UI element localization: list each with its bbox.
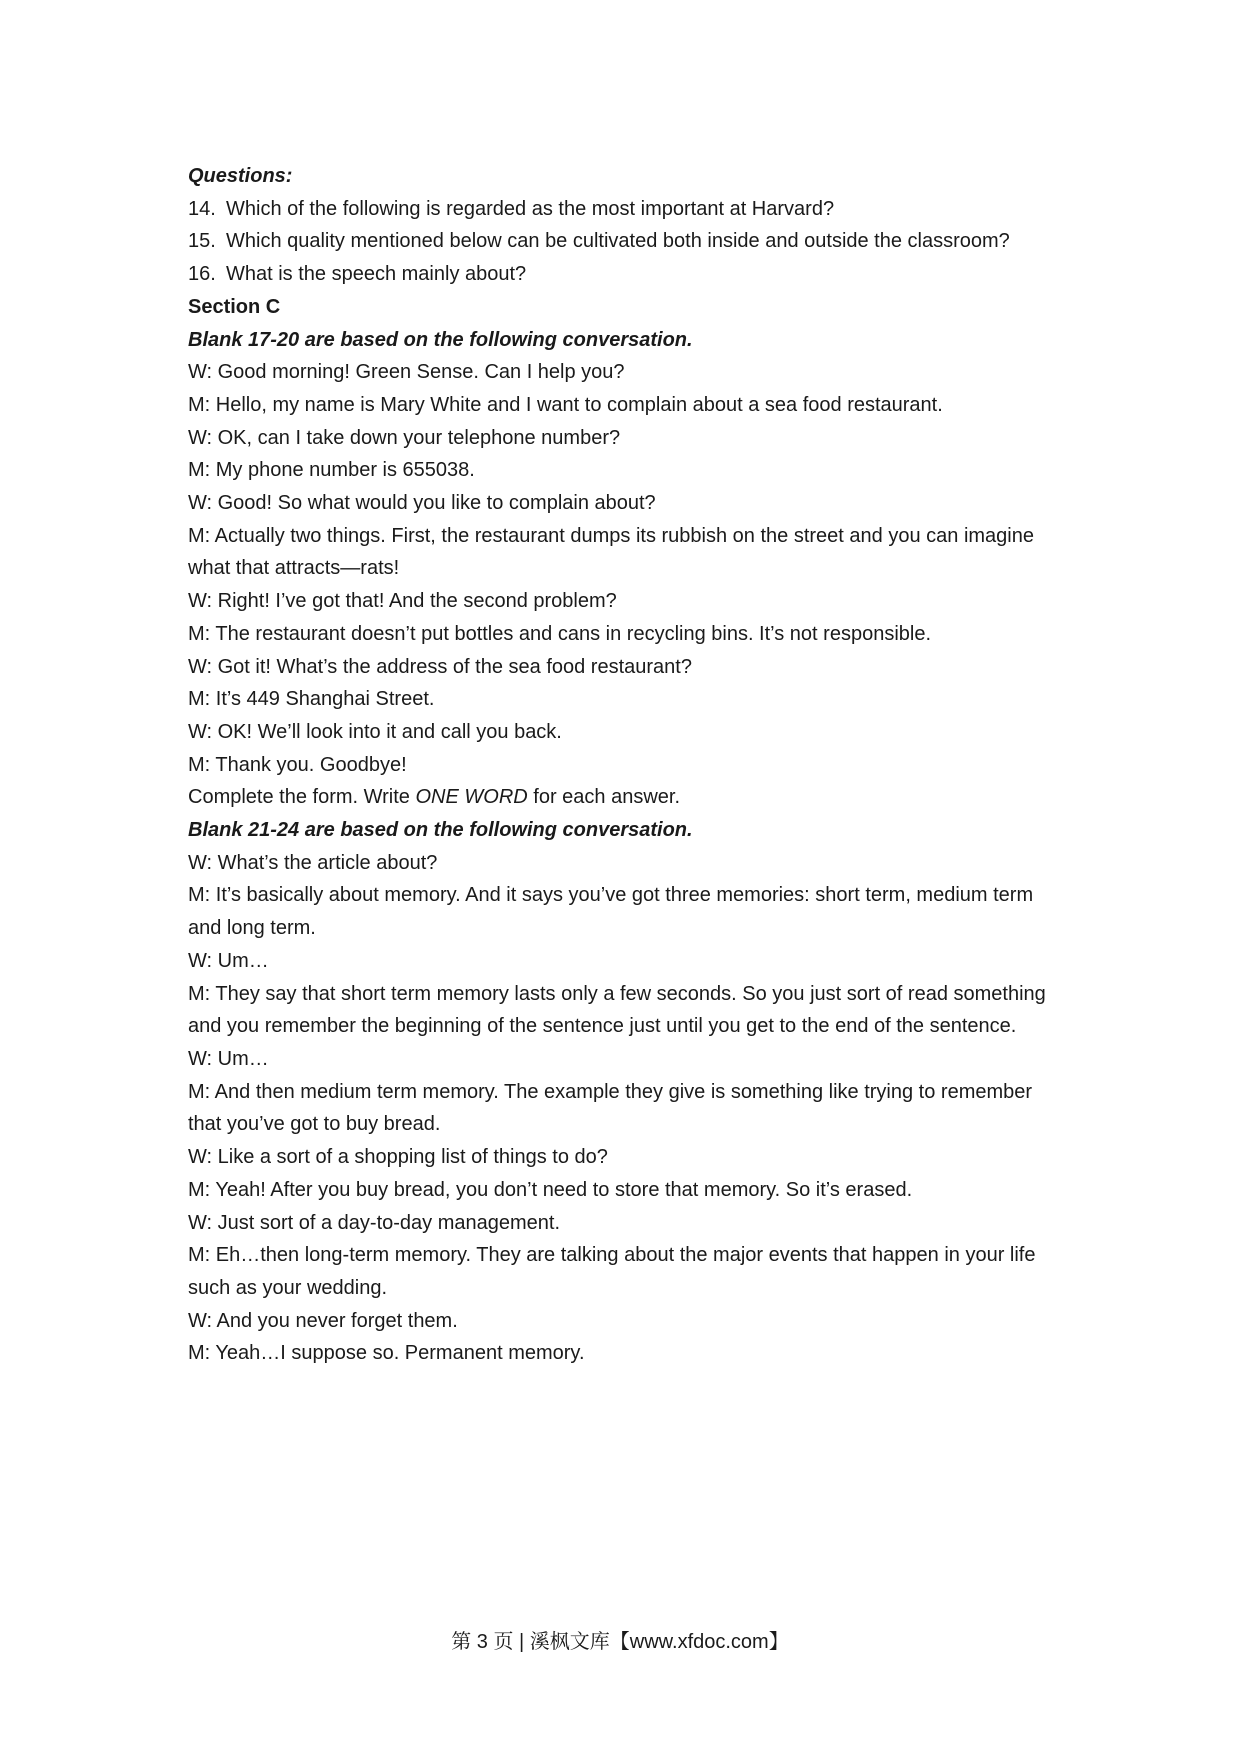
section-heading: Section C	[188, 295, 281, 318]
form-instruction	[188, 781, 1068, 814]
dialogue-line: W: OK, can I take down your telephone number?	[188, 426, 621, 449]
dialogue-line: W: Um…	[188, 1047, 269, 1070]
dialogue-line: W: OK! We’ll look into it and call you back.	[188, 720, 562, 743]
question-number: 15.	[188, 230, 216, 253]
dialogue-line: M: Hello, my name is Mary White and I want to complain about a sea food restaurant.	[188, 393, 943, 416]
dialogue-line: W: And you never forget them.	[188, 1309, 458, 1332]
dialogue-line: M: Actually two things. First, the restaurant dumps its rubbish on the street and you can imagine what that attracts—rats!	[188, 524, 1034, 580]
questions-heading: Questions:	[188, 165, 293, 187]
question-text: Which of the following is regarded as the most important at Harvard?	[226, 197, 835, 220]
dialogue-line: M: Yeah…I suppose so. Permanent memory.	[188, 1342, 585, 1365]
dialogue-line: W: Right! I’ve got that! And the second problem?	[188, 590, 617, 613]
dialogue-line: M: Eh…then long-term memory. They are talking about the major events that happen in your life such as your wedding.	[188, 1244, 1036, 1299]
question-item	[188, 193, 1068, 226]
dialogue-line: W: Like a sort of a shopping list of things to do?	[188, 1146, 608, 1169]
conversation-1-heading: Blank 17-20 are based on the following conversation.	[188, 328, 693, 351]
dialogue-line: W: Just sort of a day-to-day management.	[188, 1211, 561, 1234]
dialogue-line: W: Good morning! Green Sense. Can I help you?	[188, 361, 625, 384]
dialogue-line: W: Um…	[188, 949, 269, 972]
question-item	[188, 258, 1068, 291]
dialogue-line: M: The restaurant doesn’t put bottles and cans in recycling bins. It’s not responsible.	[188, 622, 932, 645]
dialogue-line: M: Yeah! After you buy bread, you don’t need to store that memory. So it’s erased.	[188, 1178, 913, 1201]
dialogue-line: M: It’s basically about memory. And it says you’ve got three memories: short term, medium term and long term.	[188, 884, 1034, 940]
instruction-text: Complete the form. Write	[188, 786, 416, 809]
document-body	[188, 160, 1068, 1370]
dialogue-line: W: What’s the article about?	[188, 851, 438, 874]
instruction-text: for each answer.	[527, 786, 681, 809]
conversation-2-heading: Blank 21-24 are based on the following conversation.	[188, 819, 693, 842]
page-footer: 第 3 页 | 溪枫文库【www.xfdoc.com】	[451, 1631, 789, 1653]
dialogue-line: M: And then medium term memory. The example they give is something like trying to remember that you’ve got to buy bread.	[188, 1080, 1033, 1136]
question-text: Which quality mentioned below can be cultivated both inside and outside the classroom?	[226, 230, 1010, 253]
dialogue-line: M: My phone number is 655038.	[188, 459, 475, 482]
dialogue-line: W: Got it! What’s the address of the sea food restaurant?	[188, 655, 692, 678]
question-number: 16.	[188, 263, 216, 286]
dialogue-line: M: It’s 449 Shanghai Street.	[188, 688, 435, 711]
dialogue-line: M: They say that short term memory lasts only a few seconds. So you just sort of read something and you remember the beginning of the sentence just until you get to the end of the sentence.	[188, 982, 1046, 1038]
instruction-emphasis: ONE WORD	[415, 786, 528, 809]
question-text: What is the speech mainly about?	[226, 263, 527, 286]
dialogue-line: W: Good! So what would you like to complain about?	[188, 492, 656, 515]
question-item	[188, 225, 1068, 258]
question-number: 14.	[188, 197, 216, 220]
dialogue-line: M: Thank you. Goodbye!	[188, 753, 407, 776]
